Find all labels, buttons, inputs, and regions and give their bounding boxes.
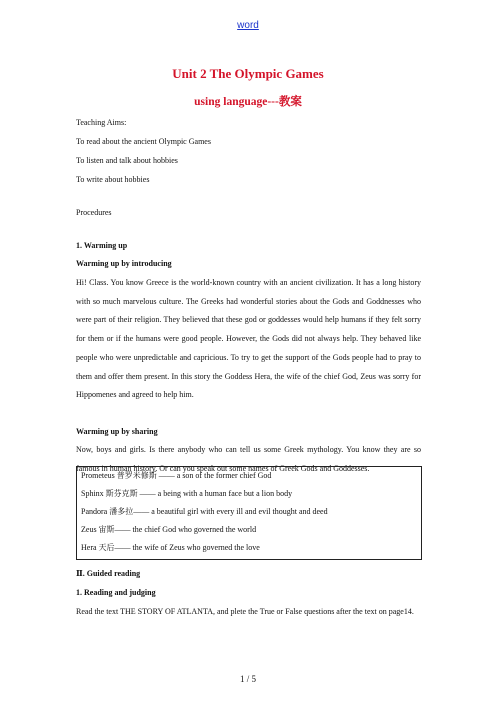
gods-box — [76, 466, 422, 560]
god-entry: Hera 天后—— the wife of Zeus who governed the love — [81, 543, 260, 552]
god-entry: Pandora 潘多拉—— a beautiful girl with every ill and evil thought and deed — [81, 507, 328, 516]
guided-sub: 1. Reading and judging — [76, 588, 156, 597]
page-title: Unit 2 The Olympic Games — [172, 66, 324, 81]
aim-item: To write about hobbies — [76, 175, 150, 184]
warming-heading: 1. Warming up — [76, 241, 128, 250]
aims-heading: Teaching Aims: — [76, 118, 127, 127]
god-entry: Sphinx 斯芬克斯 —— a being with a human face but a lion body — [81, 489, 293, 498]
header-link[interactable]: word — [237, 20, 259, 31]
god-entry: Zeus 宙斯—— the chief God who governed the world — [81, 525, 257, 534]
page-subtitle: using language---教案 — [194, 96, 302, 108]
warming-sub-sharing: Warming up by sharing — [76, 427, 158, 436]
guided-paragraph: Read the text THE STORY OF ATLANTA, and plete the True or False questions after the text on page14. — [76, 607, 414, 616]
warming-paragraph: Hi! Class. You know Greece is the world-known country with an ancient civilization. It has a long history with so much marvelous culture. The Greeks had wonderful stories about the Gods and Goddnesses who were part of their religion. They believed that these god or goddesses would help humans if they felt sorry for them or if the humans were good people. However, the Gods did not always help. They behaved like people who were unpredictable and capricious. To try to get the support of the Gods people had to pray to them and offer them present. In this story the Goddess Hera, the wife of the chief God, Zeus was sorry for Hippomenes and agreed to help him. — [76, 278, 421, 400]
sharing-paragraph: Now, boys and girls. Is there anybody who can tell us some Greek mythology. You know they are so famous in human history. Or can you speak out some names of Greek Gods and Goddesses. — [76, 445, 421, 473]
procedures-heading: Procedures — [76, 208, 112, 217]
aim-item: To read about the ancient Olympic Games — [76, 137, 211, 146]
aim-item: To listen and talk about hobbies — [76, 156, 178, 165]
warming-sub-introducing: Warming up by introducing — [76, 259, 172, 268]
god-entry: Prometeus 普罗米修斯 —— a son of the former chief God — [81, 471, 272, 480]
guided-heading: Ⅱ. Guided reading — [76, 569, 141, 578]
page-number: 1 / 5 — [239, 674, 256, 684]
